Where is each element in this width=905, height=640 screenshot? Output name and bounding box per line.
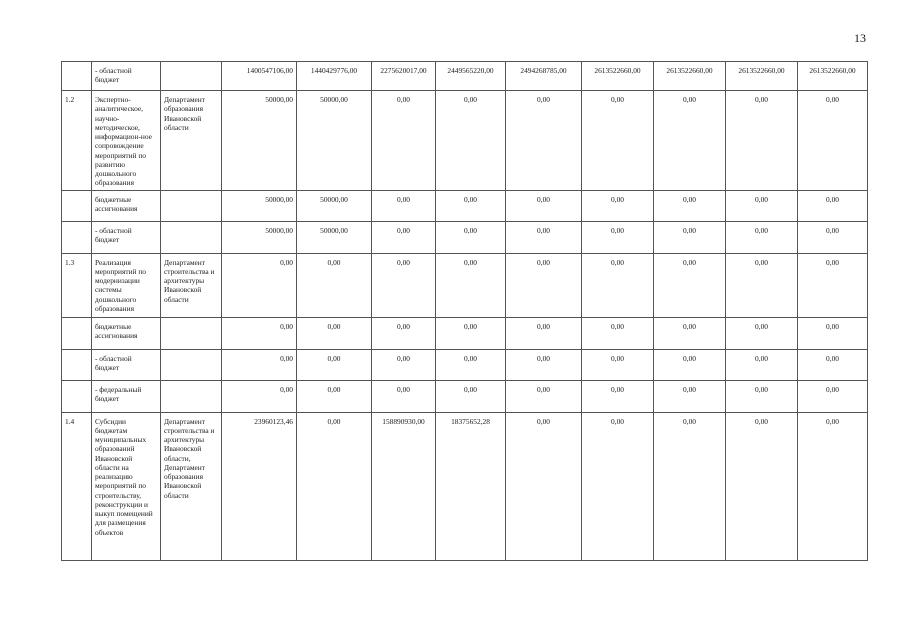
value-cell: 0,00 [582, 380, 654, 412]
value-cell: 0,00 [222, 349, 297, 380]
value-cell: 0,00 [726, 190, 798, 221]
table-row [62, 253, 868, 317]
value-cell: 2449565220,00 [436, 62, 506, 91]
value-cell: 50000,00 [222, 190, 297, 221]
value-cell: 0,00 [297, 253, 372, 317]
row-number-cell [62, 62, 92, 91]
budget-table [61, 61, 868, 561]
value-cell: 0,00 [654, 349, 726, 380]
executor-cell [161, 317, 222, 349]
page-number: 13 [854, 31, 866, 45]
value-cell: 23960123,46 [222, 412, 297, 560]
value-cell: 0,00 [506, 380, 582, 412]
value-cell: 0,00 [798, 412, 868, 560]
value-cell: 50000,00 [297, 221, 372, 253]
value-cell: 0,00 [372, 91, 436, 191]
row-name-cell: бюджетные ассигнования [92, 317, 161, 349]
value-cell: 1400547106,00 [222, 62, 297, 91]
value-cell: 0,00 [726, 253, 798, 317]
value-cell: 0,00 [436, 221, 506, 253]
value-cell: 0,00 [372, 221, 436, 253]
value-cell: 2613522660,00 [654, 62, 726, 91]
value-cell: 50000,00 [222, 221, 297, 253]
table-row [62, 317, 868, 349]
value-cell: 0,00 [506, 412, 582, 560]
value-cell: 0,00 [222, 253, 297, 317]
value-cell: 0,00 [372, 380, 436, 412]
value-cell: 18375652,28 [436, 412, 506, 560]
executor-cell: Департамент строительства и архитектуры Ивановской области [161, 253, 222, 317]
value-cell: 0,00 [582, 190, 654, 221]
value-cell: 0,00 [582, 317, 654, 349]
value-cell: 0,00 [506, 221, 582, 253]
table-row [62, 190, 868, 221]
value-cell: 0,00 [726, 380, 798, 412]
row-name-cell: Экспертно-аналитическое, научно-методическое, информацион-ное сопровождение мероприятий по развитию дошкольного образования [92, 91, 161, 191]
value-cell: 0,00 [654, 317, 726, 349]
value-cell: 0,00 [506, 253, 582, 317]
value-cell: 2275620017,00 [372, 62, 436, 91]
value-cell: 0,00 [798, 317, 868, 349]
row-number-cell [62, 317, 92, 349]
value-cell: 0,00 [654, 253, 726, 317]
value-cell: 0,00 [506, 349, 582, 380]
row-number-cell [62, 221, 92, 253]
executor-cell: Департамент строительства и архитектуры Ивановской области, Департамент образования Ивановской области [161, 412, 222, 560]
row-number-cell [62, 190, 92, 221]
value-cell: 0,00 [297, 317, 372, 349]
row-number-cell: 1.4 [62, 412, 92, 560]
value-cell: 50000,00 [222, 91, 297, 191]
table-row [62, 62, 868, 91]
table-row [62, 380, 868, 412]
value-cell: 0,00 [436, 253, 506, 317]
value-cell: 0,00 [726, 91, 798, 191]
value-cell: 0,00 [297, 349, 372, 380]
executor-cell [161, 349, 222, 380]
row-number-cell: 1.3 [62, 253, 92, 317]
value-cell: 2613522660,00 [798, 62, 868, 91]
value-cell: 0,00 [372, 349, 436, 380]
value-cell: 0,00 [222, 317, 297, 349]
value-cell: 1440429776,00 [297, 62, 372, 91]
value-cell: 0,00 [222, 380, 297, 412]
value-cell: 0,00 [654, 221, 726, 253]
executor-cell [161, 190, 222, 221]
value-cell: 0,00 [798, 221, 868, 253]
value-cell: 0,00 [726, 317, 798, 349]
executor-cell [161, 62, 222, 91]
value-cell: 0,00 [436, 91, 506, 191]
value-cell: 0,00 [372, 253, 436, 317]
value-cell: 0,00 [506, 190, 582, 221]
value-cell: 0,00 [654, 190, 726, 221]
value-cell: 0,00 [798, 190, 868, 221]
row-number-cell [62, 349, 92, 380]
value-cell: 0,00 [436, 380, 506, 412]
value-cell: 0,00 [297, 380, 372, 412]
value-cell: 0,00 [297, 412, 372, 560]
table-row [62, 349, 868, 380]
value-cell: 0,00 [654, 412, 726, 560]
value-cell: 50000,00 [297, 190, 372, 221]
table-row [62, 221, 868, 253]
value-cell: 0,00 [726, 412, 798, 560]
row-number-cell: 1.2 [62, 91, 92, 191]
table-row [62, 91, 868, 191]
value-cell: 0,00 [372, 190, 436, 221]
value-cell: 0,00 [726, 349, 798, 380]
row-name-cell: бюджетные ассигнования [92, 190, 161, 221]
value-cell: 50000,00 [297, 91, 372, 191]
value-cell: 0,00 [506, 91, 582, 191]
executor-cell [161, 221, 222, 253]
value-cell: 158890930,00 [372, 412, 436, 560]
value-cell: 0,00 [798, 380, 868, 412]
value-cell: 0,00 [372, 317, 436, 349]
row-number-cell [62, 380, 92, 412]
value-cell: 2494268785,00 [506, 62, 582, 91]
row-name-cell: - областной бюджет [92, 62, 161, 91]
table-body [62, 62, 868, 561]
executor-cell: Департамент образования Ивановской области [161, 91, 222, 191]
value-cell: 0,00 [436, 190, 506, 221]
executor-cell [161, 380, 222, 412]
value-cell: 0,00 [436, 317, 506, 349]
row-name-cell: Субсидии бюджетам муниципальных образований Ивановской области на реализацию мероприятий по строительству, реконструкции и выкуп помещений для размещения объектов [92, 412, 161, 560]
value-cell: 0,00 [582, 91, 654, 191]
value-cell: 0,00 [582, 412, 654, 560]
value-cell: 0,00 [582, 221, 654, 253]
value-cell: 0,00 [582, 349, 654, 380]
value-cell: 0,00 [654, 91, 726, 191]
value-cell: 0,00 [506, 317, 582, 349]
value-cell: 0,00 [582, 253, 654, 317]
value-cell: 2613522660,00 [582, 62, 654, 91]
value-cell: 0,00 [798, 349, 868, 380]
value-cell: 0,00 [654, 380, 726, 412]
value-cell: 2613522660,00 [726, 62, 798, 91]
value-cell: 0,00 [798, 91, 868, 191]
value-cell: 0,00 [436, 349, 506, 380]
table-row [62, 412, 868, 560]
row-name-cell: - областной бюджет [92, 349, 161, 380]
value-cell: 0,00 [798, 253, 868, 317]
row-name-cell: Реализация мероприятий по модернизации системы дошкольного образования [92, 253, 161, 317]
row-name-cell: - федеральный бюджет [92, 380, 161, 412]
row-name-cell: - областной бюджет [92, 221, 161, 253]
value-cell: 0,00 [726, 221, 798, 253]
